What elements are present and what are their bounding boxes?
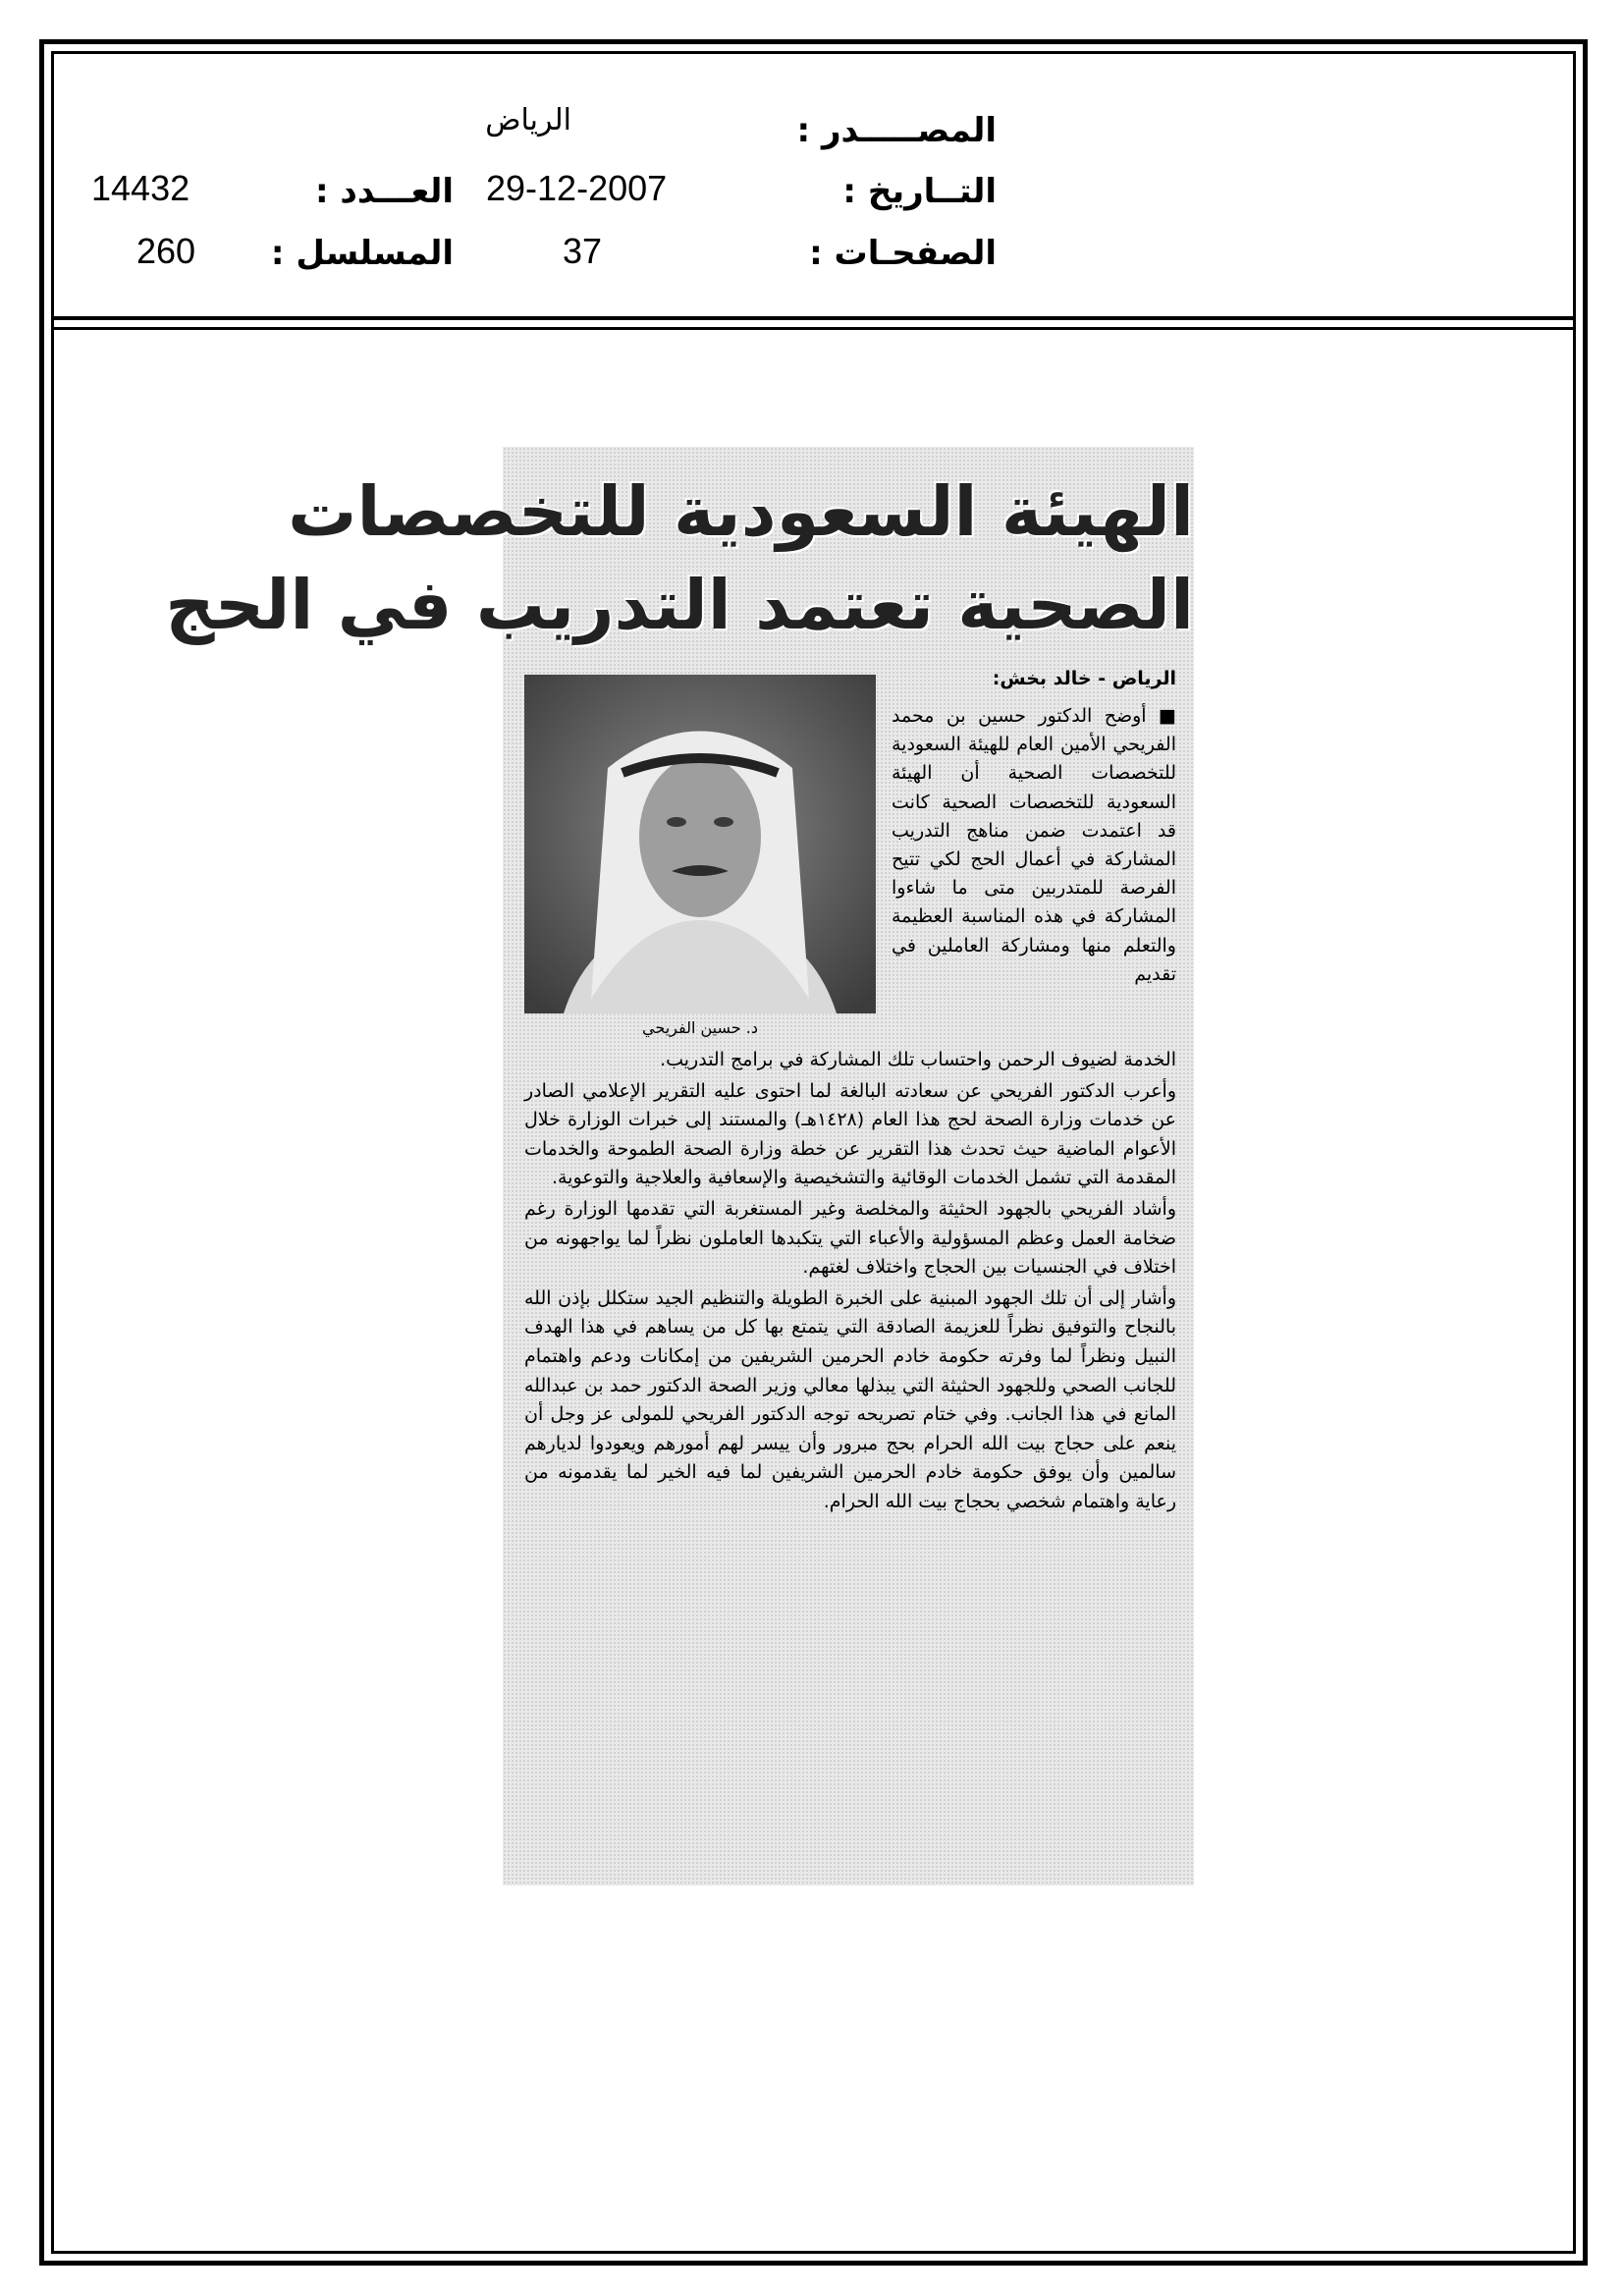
newspaper-clipping — [165, 447, 1194, 1886]
article-paragraph: وأعرب الدكتور الفريحي عن سعادته البالغة لما احتوى عليه التقرير الإعلامي الصادر عن خدمات وزارة الصحة لحج هذا العام (١٤٢٨هـ) والمستند إلى خبرات الوزارة خلال الأعوام الماضية حيث تحدث هذا التقرير عن خطة وزارة الصحة الطموحة والخدمات المقدمة التي تشمل الخدمات الوقائية والتشخيصية والإسعافية والعلاجية والتوعوية. — [524, 1079, 1176, 1189]
headline-line-2: الصحية تعتمد التدريب في الحج — [165, 565, 1194, 645]
source-label: المصـــــدر : — [796, 111, 997, 150]
article-paragraph: وأشاد الفريحي بالجهود الحثيثة والمخلصة وغير المستغربة التي تقدمها الوزارة رغم ضخامة العمل وعظم المسؤولية والأعباء التي يتكبدها العاملون نظراً لما يواجهونه من اختلاف في الجنسيات بين الحجاج واختلاف لغتهم. — [524, 1197, 1176, 1279]
byline: الرياض - خالد بخش: — [992, 668, 1176, 689]
photo-caption: د. حسين الفريحي — [642, 1018, 758, 1037]
issue-value: 14432 — [91, 168, 190, 208]
source-value: الرياض — [485, 103, 571, 137]
article-paragraph: وأشار إلى أن تلك الجهود المبنية على الخبرة الطويلة والتنظيم الجيد ستكلل بإذن الله بالنجاح والتوفيق نظراً للعزيمة الصادقة التي يتمتع بها كل من يساهم في هذا الهدف النبيل ونظراً لما وفرته حكومة خادم الحرمين الشريفين من إمكانات ودعم واهتمام للجانب الصحي وللجهود الحثيثة التي يبذلها معالي وزير الصحة الدكتور حمد بن عبدالله المانع في هذا الجانب. وفي ختام تصريحه توجه الدكتور الفريحي للمولى عز وجل أن ينعم على حجاج بيت الله الحرام بحج مبرور وأن ييسر لهم أمورهم ويعودوا لديارهم سالمين وأن يوفق حكومة خادم الحرمين الشريفين لما فيه الخير لما يقدمونه من رعاية واهتمام شخصي بحجاج بيت الله الحرام. — [524, 1286, 1176, 1512]
article-lead-text: ■ أوضح الدكتور حسين بن محمد الفريحي الأمين العام للهيئة السعودية للتخصصات الصحية أن الهيئة السعودية للتخصصات الصحية كانت قد اعتمدت ضمن مناهج التدريب المشاركة في أعمال الحج لكي تتيح الفرصة للمتدربين متى ما شاءوا المشاركة في هذه المناسبة العظيمة والتعلم منها ومشاركة العاملين في تقديم — [892, 705, 1176, 985]
serial-label: المسلسل : — [270, 234, 454, 273]
article-column — [892, 702, 1176, 989]
article-body — [524, 1046, 1176, 1517]
headline-line-1: الهيئة السعودية للتخصصات — [288, 471, 1194, 552]
serial-value: 260 — [136, 231, 196, 271]
pages-value: 37 — [563, 231, 603, 271]
date-label: التــاريخ : — [842, 172, 997, 211]
issue-label: العـــدد : — [315, 172, 454, 211]
pages-label: الصفحـات : — [809, 234, 997, 273]
portrait-photo — [524, 675, 876, 1013]
article-paragraph: الخدمة لضيوف الرحمن واحتساب تلك المشاركة في برامج التدريب. — [660, 1049, 1176, 1070]
portrait-illustration — [524, 675, 876, 1013]
header-divider-thin — [54, 327, 1573, 330]
header-divider — [54, 316, 1573, 320]
date-value: 29-12-2007 — [486, 168, 668, 208]
clipping-header — [54, 54, 1573, 314]
